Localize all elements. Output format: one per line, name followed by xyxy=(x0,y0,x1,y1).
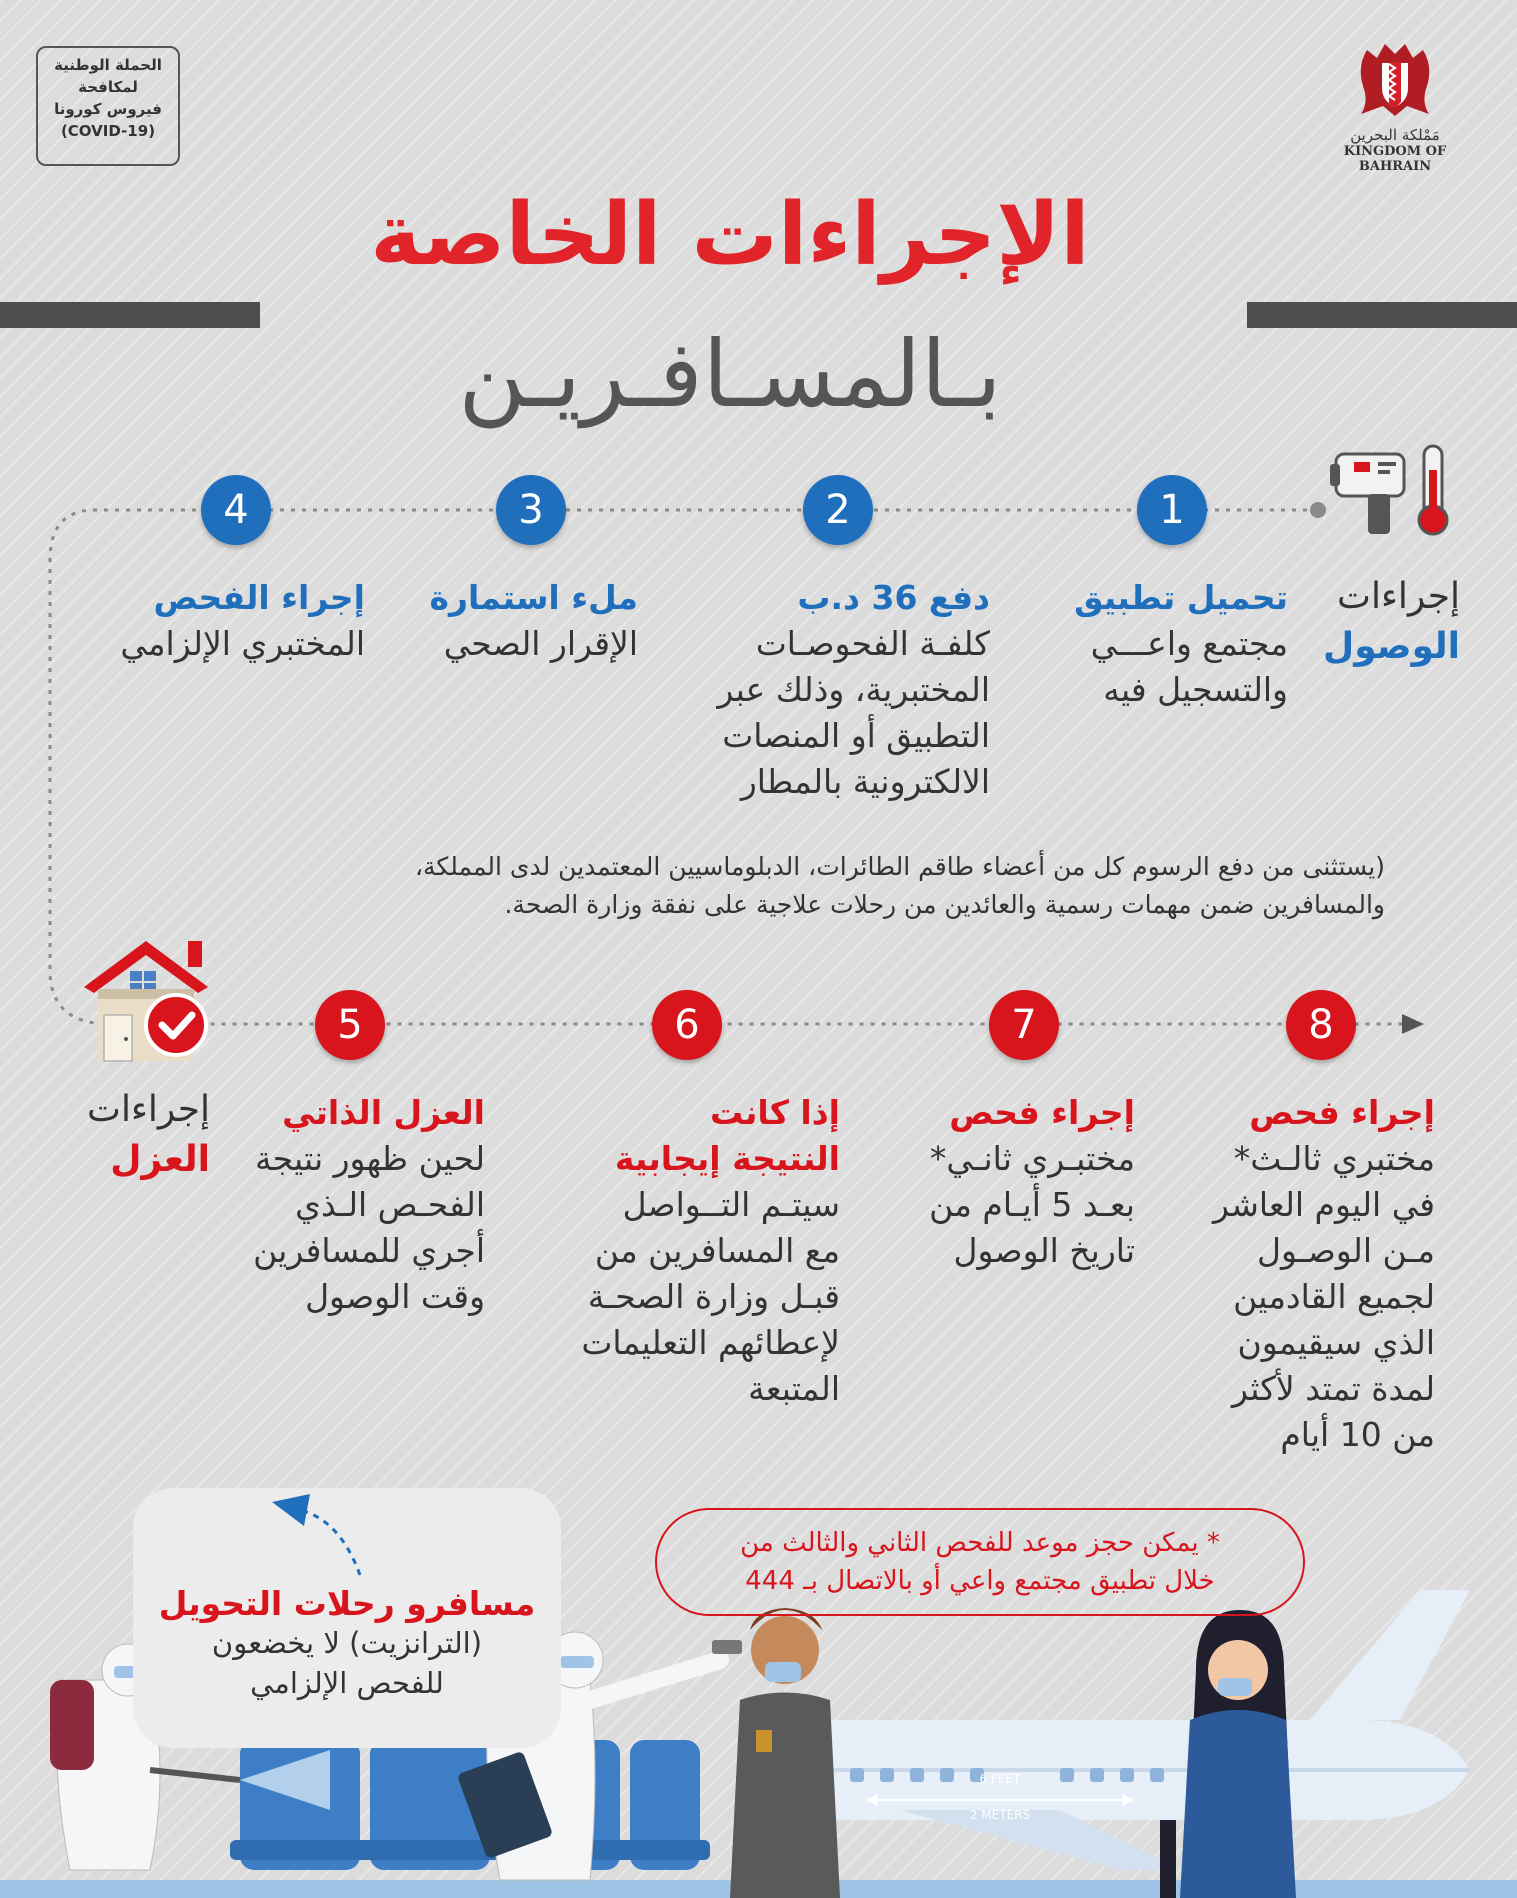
step-4-line: المختبري الإلزامي xyxy=(120,624,365,663)
page-title: الإجراءات الخاصة xyxy=(370,185,1090,285)
step-2-line: الالكترونية بالمطار xyxy=(740,762,990,801)
transit-line-1: (الترانزيت) لا يخضعون xyxy=(211,1626,483,1660)
crest-english-name: KINGDOM OF BAHRAIN xyxy=(1343,144,1447,174)
distance-feet: 6 FEET xyxy=(979,1772,1021,1786)
step-2-text xyxy=(660,575,990,805)
transit-line-2: للفحص الإلزامي xyxy=(250,1666,444,1700)
step-1-circle: 1 xyxy=(1137,475,1207,545)
arrival-label-line-1: إجراءات xyxy=(1337,576,1460,617)
step-6-line: مع المسافرين من xyxy=(594,1231,840,1270)
booking-note xyxy=(655,1508,1305,1616)
page-subtitle: بـالمسـافـريـن xyxy=(458,321,1002,428)
step-5-head: العزل الذاتي xyxy=(282,1093,485,1132)
step-2-line: التطبيق أو المنصات xyxy=(722,716,990,755)
step-2-head: دفع 36 د.ب xyxy=(797,578,990,617)
step-3-circle: 3 xyxy=(496,475,566,545)
step-4-circle: 4 xyxy=(201,475,271,545)
step-6-line: قبـل وزارة الصحـة xyxy=(587,1277,840,1316)
step-8-line: لجميع القادمين xyxy=(1233,1277,1435,1316)
step-8-line: مختبري ثالـث* xyxy=(1233,1139,1435,1178)
booking-note-line-2: خلال تطبيق مجتمع واعي أو بالاتصال بـ 444 xyxy=(745,1566,1215,1596)
step-8-line: في اليوم العاشر xyxy=(1213,1185,1435,1224)
step-7-line: تاريخ الوصول xyxy=(953,1231,1135,1270)
step-1-head: تحميل تطبيق xyxy=(1074,578,1288,617)
crest-arabic-name: مَمْلكة البحرين xyxy=(1350,126,1440,144)
step-7-line: مختبـري ثانـي* xyxy=(929,1139,1135,1178)
step-4-head: إجراء الفحص xyxy=(153,578,365,617)
isolation-label-line-2: العزل xyxy=(110,1139,210,1180)
step-5-text xyxy=(215,1090,485,1320)
campaign-line-4: (COVID-19) xyxy=(60,122,156,140)
step-6-text xyxy=(520,1090,840,1412)
step-5-line: لحين ظهور نتيجة xyxy=(255,1139,485,1178)
exemption-note-line-1: (يستثنى من دفع الرسوم كل من أعضاء طاقم الطائرات، الدبلوماسيين المعتمدين لدى المملكة، xyxy=(414,852,1385,881)
step-6-line: المتبعة xyxy=(748,1369,840,1408)
house-check-icon xyxy=(80,935,220,1065)
step-8-circle: 8 xyxy=(1286,990,1356,1060)
step-3-text xyxy=(400,575,638,667)
arrival-label-line-2: الوصول xyxy=(1322,626,1460,667)
step-5-line: وقت الوصول xyxy=(305,1277,485,1316)
dashed-arrow-icon xyxy=(270,1490,370,1580)
campaign-line-3: فيروس كورونا xyxy=(54,100,162,118)
step-1-line: والتسجيل فيه xyxy=(1103,670,1288,709)
step-4-text xyxy=(80,575,365,667)
step-8-line: من 10 أيام xyxy=(1280,1415,1435,1454)
step-3-line: الإقرار الصحي xyxy=(443,624,638,663)
step-6-line: لإعطائهم التعليمات xyxy=(581,1323,840,1362)
distance-meters: 2 METERS xyxy=(969,1808,1031,1822)
step-1-line: مجتمع واعـــي xyxy=(1090,624,1288,663)
step-6-line: سيتـم التــواصل xyxy=(622,1185,840,1224)
step-6-head-2: النتيجة إيجابية xyxy=(614,1139,840,1178)
step-5-line: أجري للمسافرين xyxy=(253,1231,485,1270)
step-6-circle: 6 xyxy=(652,990,722,1060)
step-8-text xyxy=(1160,1090,1435,1458)
exemption-note-line-2: والمسافرين ضمن مهمات رسمية والعائدين من رحلات علاجية على نفقة وزارة الصحة. xyxy=(504,890,1385,919)
booking-note-line-1: * يمكن حجز موعد للفحص الثاني والثالث من xyxy=(740,1528,1220,1558)
campaign-line-2: لمكافحة xyxy=(78,78,138,96)
step-7-line: بعـد 5 أيـام من xyxy=(929,1185,1135,1224)
step-8-head: إجراء فحص xyxy=(1249,1093,1435,1132)
step-7-head: إجراء فحص xyxy=(949,1093,1135,1132)
step-7-text xyxy=(880,1090,1135,1274)
step-6-head: إذا كانت xyxy=(710,1093,840,1132)
arrival-label xyxy=(1290,572,1460,672)
step-3-head: ملء استمارة xyxy=(429,578,638,617)
exemption-note xyxy=(210,848,1385,924)
thermometer-scanner-icon xyxy=(1328,440,1458,540)
step-7-circle: 7 xyxy=(989,990,1059,1060)
step-8-line: لمدة تمتد لأكثر xyxy=(1232,1369,1435,1408)
campaign-line-1: الحملة الوطنية xyxy=(54,56,162,74)
step-8-line: الذي سيقيمون xyxy=(1237,1323,1435,1362)
transit-head: مسافرو رحلات التحويل xyxy=(158,1584,536,1623)
step-8-line: مـن الوصـول xyxy=(1257,1231,1435,1270)
step-5-line: الفحـص الـذي xyxy=(295,1185,485,1224)
step-1-text xyxy=(1030,575,1288,713)
step-2-line: كلفـة الفحوصـات xyxy=(755,624,990,663)
isolation-label xyxy=(60,1085,210,1185)
step-5-circle: 5 xyxy=(315,990,385,1060)
step-2-line: المختبرية، وذلك عبر xyxy=(717,670,990,709)
isolation-label-line-1: إجراءات xyxy=(87,1089,210,1130)
step-2-circle: 2 xyxy=(803,475,873,545)
